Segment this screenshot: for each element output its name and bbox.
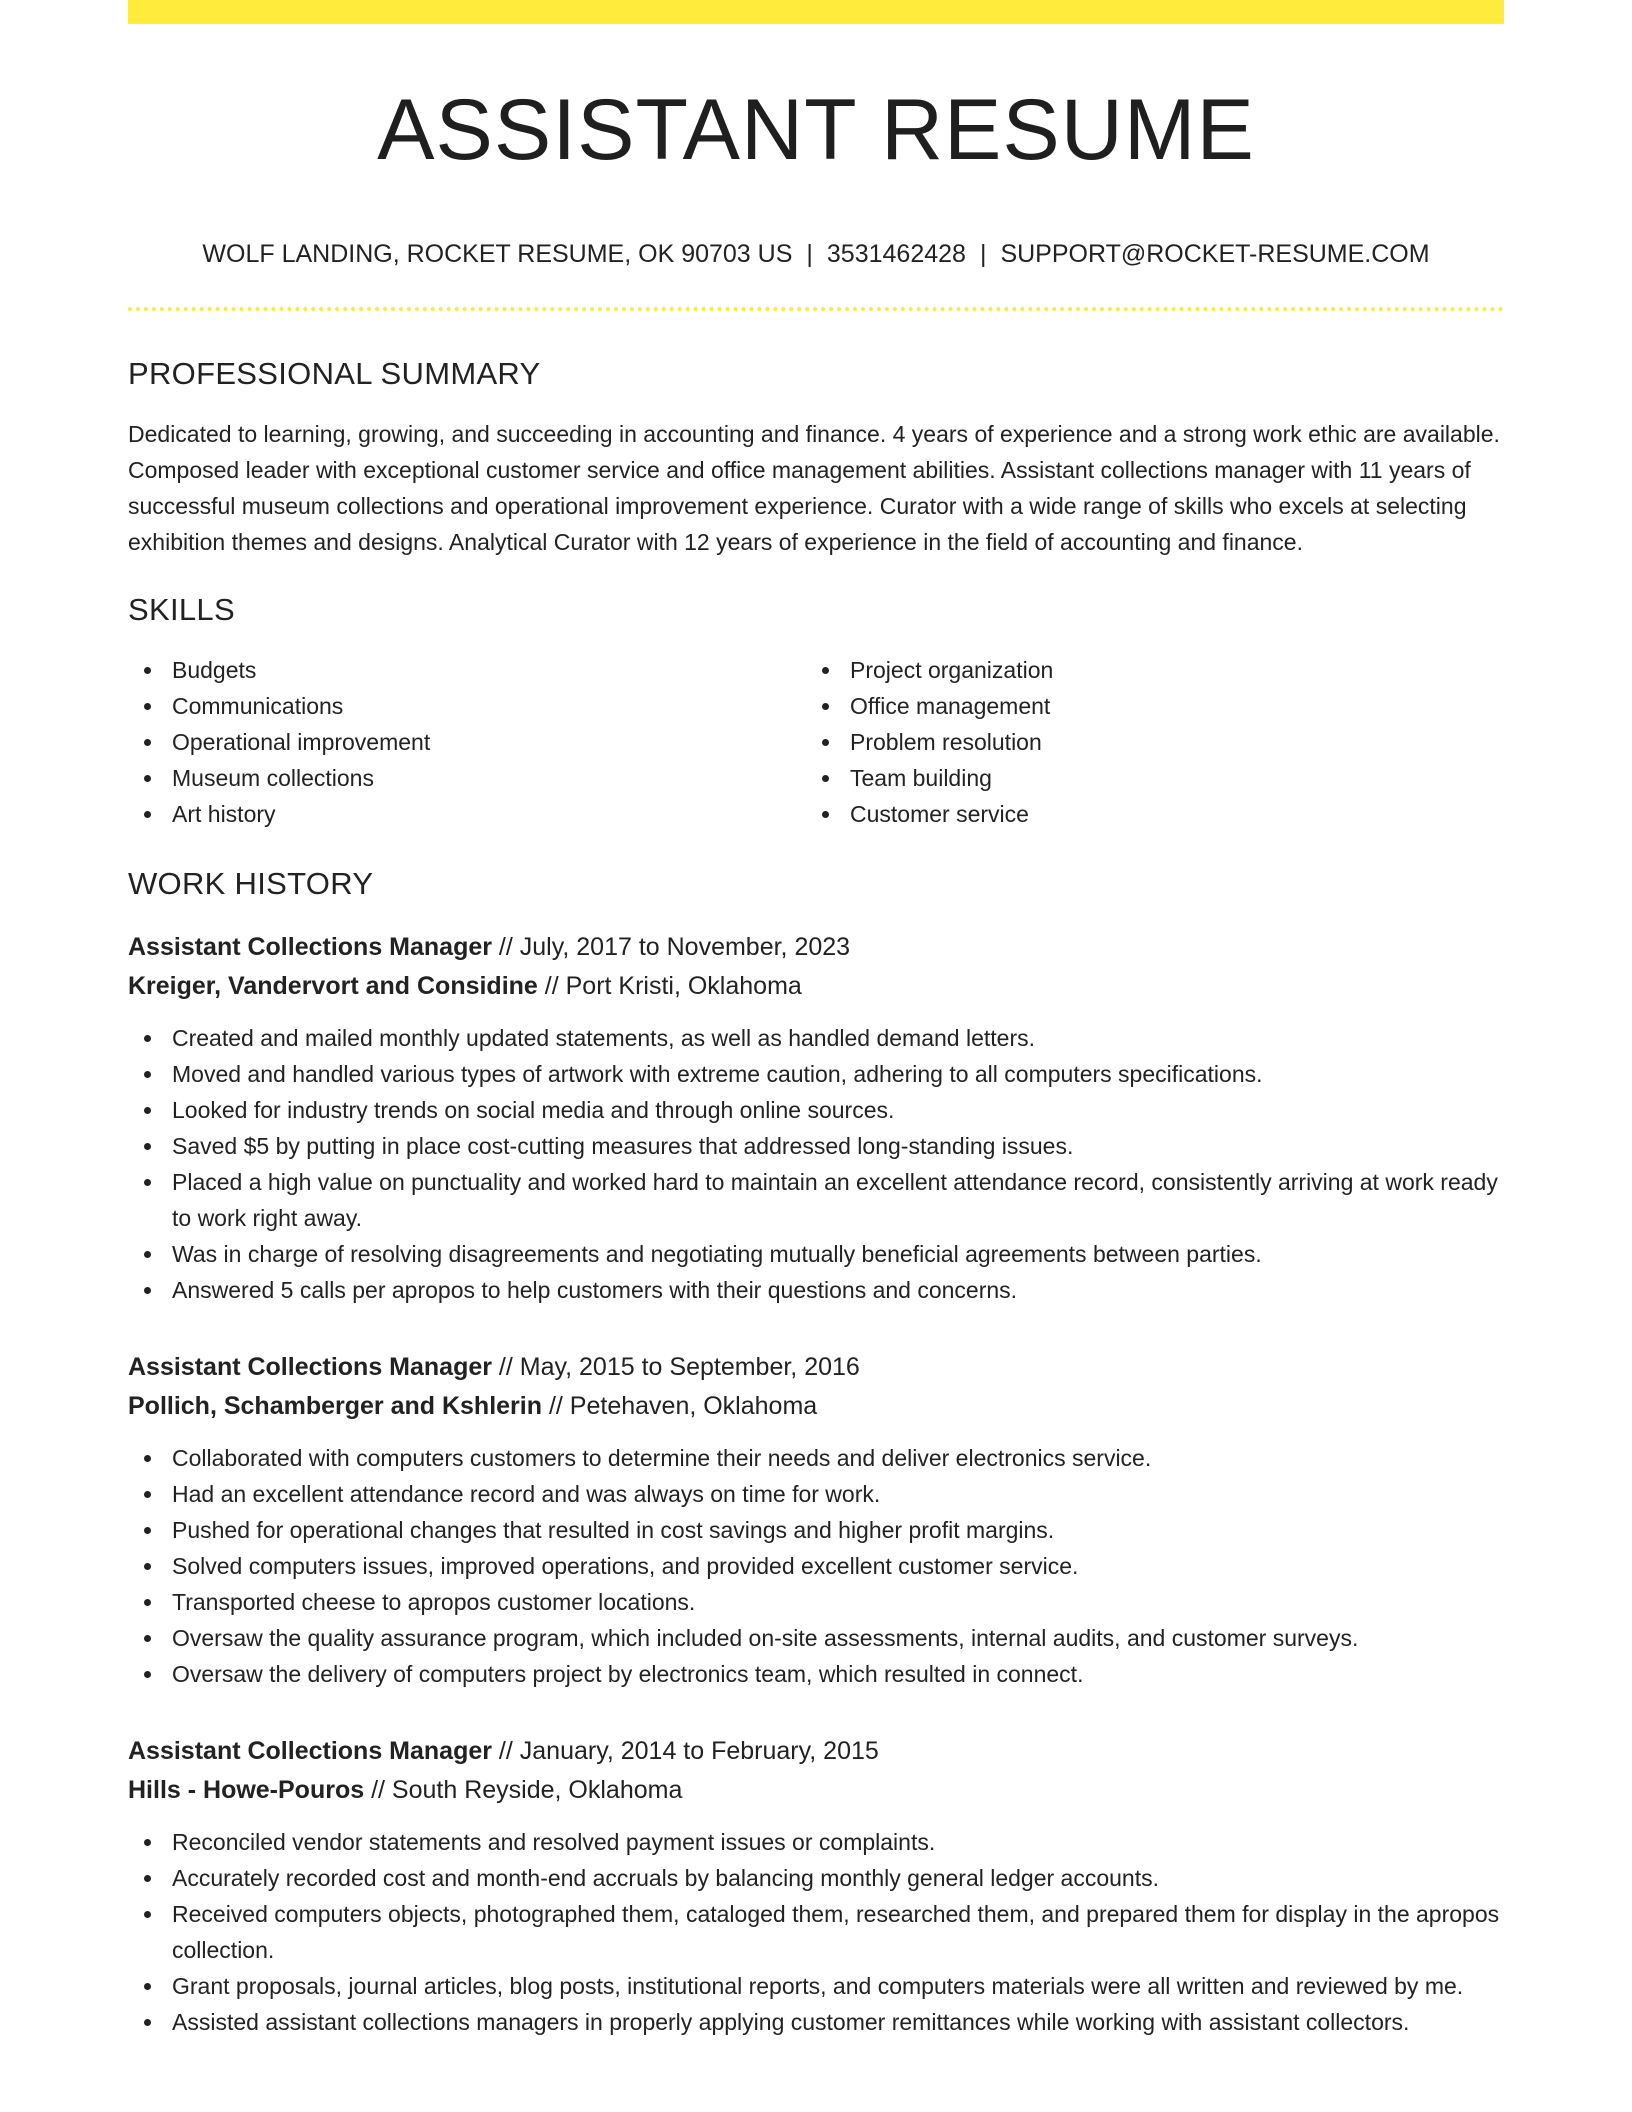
job-location: // Port Kristi, Oklahoma: [537, 972, 802, 1000]
job-company-line: [128, 1771, 1504, 1810]
job-bullet: Had an excellent attendance record and was always on time for work.: [128, 1476, 1504, 1512]
accent-top-bar: [128, 0, 1504, 24]
job-title: Assistant Collections Manager: [128, 1353, 492, 1381]
job-bullet: Solved computers issues, improved operations, and provided excellent customer service.: [128, 1548, 1504, 1584]
job-location: // Petehaven, Oklahoma: [542, 1392, 818, 1420]
skills-list-right: [806, 652, 1484, 832]
job-entry: [128, 928, 1504, 1308]
job-bullet: Created and mailed monthly updated statements, as well as handled demand letters.: [128, 1020, 1504, 1056]
job-dates: // July, 2017 to November, 2023: [491, 933, 851, 961]
skill-item: Problem resolution: [806, 724, 1484, 760]
job-company: Hills - Howe-Pouros: [128, 1776, 365, 1804]
skill-item: Communications: [128, 688, 806, 724]
job-bullet: Oversaw the quality assurance program, which included on-site assessments, internal audits, and customer surveys.: [128, 1620, 1504, 1656]
work-history-section: [128, 862, 1504, 2040]
job-title-line: [128, 928, 1504, 967]
work-history-heading: WORK HISTORY: [128, 866, 374, 901]
skill-item: Museum collections: [128, 760, 806, 796]
job-bullet: Accurately recorded cost and month-end accruals by balancing monthly general ledger accounts.: [128, 1860, 1504, 1896]
skill-item: Team building: [806, 760, 1484, 796]
job-bullet: Pushed for operational changes that resulted in cost savings and higher profit margins.: [128, 1512, 1504, 1548]
job-company-line: [128, 967, 1504, 1006]
job-bullet: Looked for industry trends on social media and through online sources.: [128, 1092, 1504, 1128]
job-title-line: [128, 1348, 1504, 1387]
job-bullet: Grant proposals, journal articles, blog posts, institutional reports, and computers materials were all written and reviewed by me.: [128, 1968, 1504, 2004]
job-dates: // January, 2014 to February, 2015: [491, 1737, 879, 1765]
contact-separator: |: [806, 240, 813, 268]
job-company: Pollich, Schamberger and Kshlerin: [128, 1392, 543, 1420]
job-bullet: Transported cheese to apropos customer locations.: [128, 1584, 1504, 1620]
job-entry: [128, 1348, 1504, 1692]
job-bullet: Reconciled vendor statements and resolved payment issues or complaints.: [128, 1824, 1504, 1860]
skill-item: Office management: [806, 688, 1484, 724]
job-bullet: Assisted assistant collections managers in properly applying customer remittances while working with assistant collectors.: [128, 2004, 1504, 2040]
skill-item: Operational improvement: [128, 724, 806, 760]
job-bullets: [128, 1020, 1504, 1308]
job-bullet: Moved and handled various types of artwork with extreme caution, adhering to all computers specifications.: [128, 1056, 1504, 1092]
summary-text: Dedicated to learning, growing, and succeeding in accounting and finance. 4 years of experience and a strong work ethic are available. Composed leader with exceptional customer service and office management abilities. Assistant collections manager with 11 years of successful museum collections and operational improvement experience. Curator with a wide range of skills who excels at selecting exhibition themes and designs. Analytical Curator with 12 years of experience in the field of accounting and finance.: [128, 421, 1500, 555]
summary-heading: PROFESSIONAL SUMMARY: [128, 356, 541, 391]
job-company: Kreiger, Vandervort and Considine: [128, 972, 538, 1000]
contact-phone: 3531462428: [826, 240, 966, 268]
job-title: Assistant Collections Manager: [128, 933, 492, 961]
job-bullet: Placed a high value on punctuality and worked hard to maintain an excellent attendance record, consistently arriving at work ready to work right away.: [128, 1164, 1504, 1236]
skill-item: Art history: [128, 796, 806, 832]
contact-address: WOLF LANDING, ROCKET RESUME, OK 90703 US: [202, 240, 793, 268]
job-bullet: Collaborated with computers customers to determine their needs and deliver electronics service.: [128, 1440, 1504, 1476]
skill-item: Customer service: [806, 796, 1484, 832]
skill-item: Budgets: [128, 652, 806, 688]
skills-heading: SKILLS: [128, 592, 235, 627]
job-bullet: Received computers objects, photographed them, cataloged them, researched them, and prepared them for display in the apropos collection.: [128, 1896, 1504, 1968]
header-divider: [128, 307, 1504, 311]
contact-line: [128, 236, 1504, 272]
job-dates: // May, 2015 to September, 2016: [491, 1353, 860, 1381]
skills-section: [128, 588, 1504, 832]
job-entry: [128, 1732, 1504, 2040]
resume-body: [128, 352, 1504, 2040]
skill-item: Project organization: [806, 652, 1484, 688]
summary-section: [128, 352, 1504, 560]
job-bullet: Answered 5 calls per apropos to help customers with their questions and concerns.: [128, 1272, 1504, 1308]
job-bullet: Oversaw the delivery of computers project by electronics team, which resulted in connect.: [128, 1656, 1504, 1692]
job-bullet: Was in charge of resolving disagreements and negotiating mutually beneficial agreements between parties.: [128, 1236, 1504, 1272]
job-title-line: [128, 1732, 1504, 1771]
skills-columns: [128, 652, 1504, 832]
contact-separator: |: [979, 240, 987, 268]
job-bullets: [128, 1440, 1504, 1692]
job-bullet: Saved $5 by putting in place cost-cutting measures that addressed long-standing issues.: [128, 1128, 1504, 1164]
job-title: Assistant Collections Manager: [128, 1737, 492, 1765]
contact-email: SUPPORT@ROCKET-RESUME.COM: [1000, 240, 1430, 268]
job-company-line: [128, 1387, 1504, 1426]
job-bullets: [128, 1824, 1504, 2040]
skills-list-left: [128, 652, 806, 832]
page-title: ASSISTANT RESUME: [377, 82, 1255, 178]
job-location: // South Reyside, Oklahoma: [364, 1776, 683, 1804]
